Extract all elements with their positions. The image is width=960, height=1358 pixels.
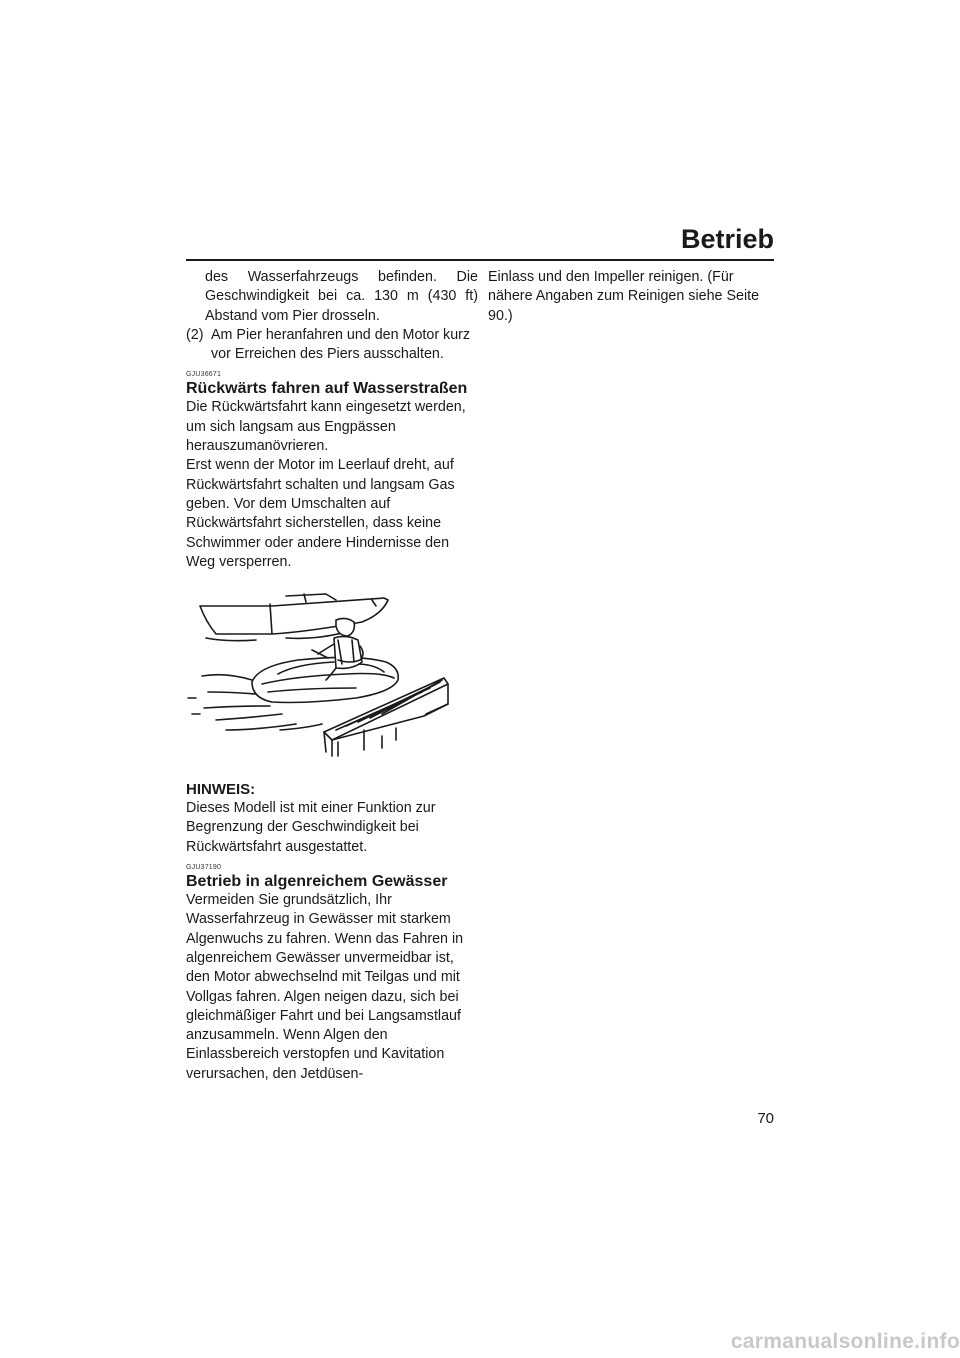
continued-paragraph: des Wasserfahrzeugs befinden. Die Geschwindigkeit bei ca. 130 m (430 ft) Abstand vom Pier drosseln. [205,269,478,324]
section-title-reverse: Rückwärts fahren auf Wasserstraßen [186,380,468,398]
page-title: Betrieb [680,224,774,254]
section-code: GJU37190 [186,864,222,872]
list-item [186,326,478,365]
personal-watercraft-illustration-icon [186,580,478,770]
note-title: HINWEIS: [186,781,256,799]
list-item-text: Am Pier heranfahren und den Motor kurz vor Erreichen des Piers ausschalten. [211,326,471,363]
section-paragraph: Die Rückwärtsfahrt kann eingesetzt werden, um sich langsam aus Engpässen herauszumanövrieren. [186,399,466,455]
list-item-number: (2) [186,326,204,343]
header-rule [186,259,774,261]
right-column [488,268,778,326]
continued-paragraph: Einlass und den Impeller reinigen. (Für nähere Angaben zum Reinigen siehe Seite 90.) [488,269,760,324]
page-number: 70 [757,1110,774,1127]
left-column [186,268,478,1084]
section-paragraph: Vermeiden Sie grundsätzlich, Ihr Wasserfahrzeug in Gewässer mit starkem Algenwuchs zu fahren. Wenn das Fahren in algenreichem Gewässer unvermeidbar ist, den Motor abwechselnd mit Teilgas und mit Vollgas fahren. Algen neigen dazu, sich bei gleichmäßiger Fahrt und bei Langsamstlauf anzusammeln. Wenn Algen den Einlassbereich verstopfen und Kavitation verursachen, den Jetdüsen- [186,892,464,1082]
note-text: Dieses Modell ist mit einer Funktion zur Begrenzung der Geschwindigkeit bei Rückwärtsfahrt ausgestattet. [186,800,436,855]
page-header [186,222,774,256]
watermark-link[interactable]: carmanualsonline.info [730,1330,960,1353]
section-paragraph: Erst wenn der Motor im Leerlauf dreht, auf Rückwärtsfahrt schalten und langsam Gas geben. Vor dem Umschalten auf Rückwärtsfahrt sicherstellen, dass keine Schwimmer oder andere Hindernisse den Weg versperren. [186,457,455,570]
section-title-algae: Betrieb in algenreichem Gewässer [186,873,448,891]
section-code: GJU36671 [186,371,222,379]
